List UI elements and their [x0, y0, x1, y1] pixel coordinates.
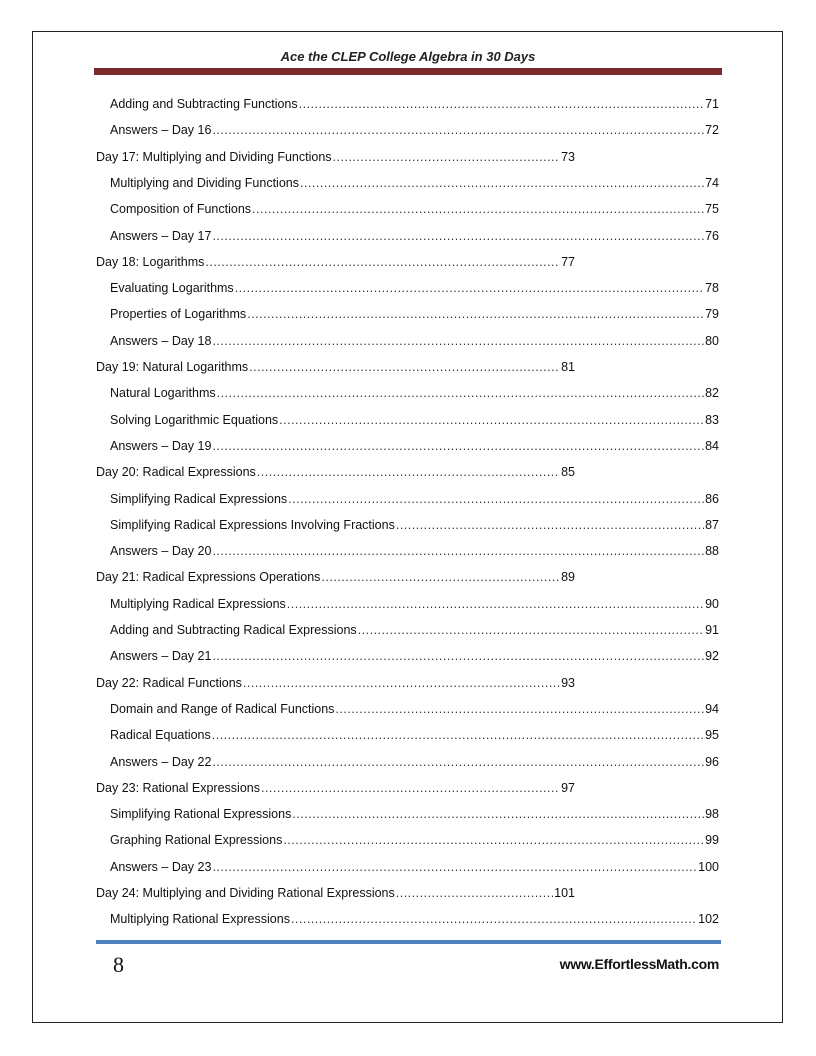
toc-leader-dots [247, 305, 704, 323]
toc-leader-dots [212, 332, 704, 350]
toc-entry-page: 73 [561, 150, 575, 164]
toc-entry-label: Evaluating Logarithms [110, 281, 234, 295]
toc-entry-page: 79 [705, 307, 719, 321]
toc-entry-page: 102 [698, 912, 719, 926]
toc-entry-label: Day 17: Multiplying and Dividing Functions [96, 150, 332, 164]
toc-section-entry[interactable] [110, 910, 719, 928]
toc-entry-page: 87 [705, 518, 719, 532]
toc-leader-dots [396, 516, 704, 534]
toc-entry-label: Answers – Day 18 [110, 334, 212, 348]
toc-entry-label: Adding and Subtracting Functions [110, 97, 298, 111]
footer-rule [96, 940, 721, 944]
toc-entry-label: Domain and Range of Radical Functions [110, 702, 335, 716]
toc-leader-dots [292, 805, 704, 823]
toc-leader-dots [287, 595, 704, 613]
toc-section-entry[interactable] [110, 279, 719, 297]
toc-entry-page: 96 [705, 755, 719, 769]
toc-entry-page: 89 [561, 570, 575, 584]
toc-entry-page: 90 [705, 597, 719, 611]
toc-section-entry[interactable] [110, 121, 719, 139]
toc-leader-dots [235, 279, 704, 297]
toc-entry-label: Natural Logarithms [110, 386, 216, 400]
toc-entry-label: Day 20: Radical Expressions [96, 465, 256, 479]
toc-entry-page: 100 [698, 860, 719, 874]
toc-entry-page: 95 [705, 728, 719, 742]
toc-section-entry[interactable] [110, 174, 719, 192]
toc-entry-label: Day 18: Logarithms [96, 255, 205, 269]
website-url: www.EffortlessMath.com [559, 956, 719, 972]
toc-leader-dots [358, 621, 704, 639]
toc-entry-label: Answers – Day 16 [110, 123, 212, 137]
toc-entry-page: 76 [705, 229, 719, 243]
toc-entry-label: Radical Equations [110, 728, 211, 742]
page-number: 8 [113, 952, 124, 977]
toc-leader-dots [212, 437, 704, 455]
toc-section-entry[interactable] [110, 305, 719, 323]
toc-entry-page: 101 [554, 886, 575, 900]
toc-entry-page: 93 [561, 676, 575, 690]
toc-leader-dots [333, 148, 561, 166]
toc-entry-page: 94 [705, 702, 719, 716]
toc-entry-page: 97 [561, 781, 575, 795]
toc-entry-page: 99 [705, 833, 719, 847]
toc-section-entry[interactable] [110, 647, 719, 665]
toc-entry-label: Day 23: Rational Expressions [96, 781, 260, 795]
toc-section-entry[interactable] [110, 621, 719, 639]
toc-leader-dots [212, 858, 697, 876]
toc-entry-label: Answers – Day 20 [110, 544, 212, 558]
toc-section-entry[interactable] [110, 437, 719, 455]
toc-section-entry[interactable] [110, 805, 719, 823]
toc-section-entry[interactable] [110, 858, 719, 876]
toc-entry-page: 80 [705, 334, 719, 348]
toc-chapter-entry[interactable] [96, 884, 575, 902]
toc-entry-label: Adding and Subtracting Radical Expressions [110, 623, 357, 637]
toc-section-entry[interactable] [110, 542, 719, 560]
toc-section-entry[interactable] [110, 227, 719, 245]
toc-chapter-entry[interactable] [96, 253, 575, 271]
toc-entry-page: 77 [561, 255, 575, 269]
toc-chapter-entry[interactable] [96, 779, 575, 797]
toc-entry-label: Answers – Day 22 [110, 755, 212, 769]
toc-entry-page: 81 [561, 360, 575, 374]
toc-entry-page: 71 [705, 97, 719, 111]
toc-leader-dots [299, 95, 704, 113]
toc-section-entry[interactable] [110, 332, 719, 350]
toc-leader-dots [261, 779, 560, 797]
toc-leader-dots [257, 463, 560, 481]
toc-chapter-entry[interactable] [96, 568, 575, 586]
toc-entry-label: Answers – Day 19 [110, 439, 212, 453]
toc-entry-page: 84 [705, 439, 719, 453]
toc-leader-dots [396, 884, 553, 902]
toc-entry-page: 98 [705, 807, 719, 821]
toc-chapter-entry[interactable] [96, 358, 575, 376]
toc-leader-dots [212, 753, 704, 771]
toc-entry-label: Answers – Day 23 [110, 860, 212, 874]
toc-leader-dots [335, 700, 704, 718]
toc-leader-dots [249, 358, 560, 376]
toc-entry-label: Multiplying and Dividing Functions [110, 176, 299, 190]
toc-entry-page: 75 [705, 202, 719, 216]
toc-section-entry[interactable] [110, 831, 719, 849]
toc-entry-label: Day 19: Natural Logarithms [96, 360, 249, 374]
toc-section-entry[interactable] [110, 753, 719, 771]
toc-leader-dots [300, 174, 704, 192]
toc-entry-label: Day 22: Radical Functions [96, 676, 242, 690]
toc-entry-label: Graphing Rational Expressions [110, 833, 283, 847]
toc-section-entry[interactable] [110, 384, 719, 402]
toc-leader-dots [283, 831, 704, 849]
toc-entry-page: 91 [705, 623, 719, 637]
toc-leader-dots [288, 490, 704, 508]
toc-section-entry[interactable] [110, 516, 719, 534]
toc-entry-label: Simplifying Radical Expressions Involving Fractions [110, 518, 395, 532]
toc-leader-dots [243, 674, 560, 692]
toc-leader-dots [279, 411, 704, 429]
toc-entry-label: Properties of Logarithms [110, 307, 247, 321]
toc-entry-label: Multiplying Rational Expressions [110, 912, 290, 926]
toc-section-entry[interactable] [110, 95, 719, 113]
toc-section-entry[interactable] [110, 595, 719, 613]
toc-entry-label: Simplifying Rational Expressions [110, 807, 292, 821]
toc-leader-dots [212, 542, 704, 560]
toc-entry-page: 82 [705, 386, 719, 400]
toc-entry-label: Simplifying Radical Expressions [110, 492, 288, 506]
toc-leader-dots [205, 253, 560, 271]
toc-leader-dots [212, 726, 704, 744]
toc-section-entry[interactable] [110, 726, 719, 744]
toc-entry-page: 86 [705, 492, 719, 506]
toc-section-entry[interactable] [110, 411, 719, 429]
toc-entry-page: 83 [705, 413, 719, 427]
toc-entry-label: Answers – Day 21 [110, 649, 212, 663]
toc-entry-label: Solving Logarithmic Equations [110, 413, 279, 427]
toc-entry-label: Composition of Functions [110, 202, 252, 216]
toc-leader-dots [212, 647, 704, 665]
toc-leader-dots [321, 568, 560, 586]
toc-entry-label: Day 21: Radical Expressions Operations [96, 570, 321, 584]
toc-entry-page: 92 [705, 649, 719, 663]
toc-leader-dots [291, 910, 697, 928]
toc-entry-label: Multiplying Radical Expressions [110, 597, 286, 611]
toc-leader-dots [212, 121, 704, 139]
toc-entry-page: 85 [561, 465, 575, 479]
toc-entry-page: 88 [705, 544, 719, 558]
toc-chapter-entry[interactable] [96, 674, 575, 692]
toc-section-entry[interactable] [110, 700, 719, 718]
toc-leader-dots [212, 227, 704, 245]
toc-entry-page: 74 [705, 176, 719, 190]
toc-section-entry[interactable] [110, 200, 719, 218]
toc-chapter-entry[interactable] [96, 463, 575, 481]
toc-chapter-entry[interactable] [96, 148, 575, 166]
running-header-title: Ace the CLEP College Algebra in 30 Days [280, 49, 536, 64]
header-rule [94, 68, 722, 75]
toc-entry-page: 78 [705, 281, 719, 295]
toc-leader-dots [252, 200, 704, 218]
toc-section-entry[interactable] [110, 490, 719, 508]
toc-entry-label: Answers – Day 17 [110, 229, 212, 243]
toc-entry-page: 72 [705, 123, 719, 137]
toc-leader-dots [217, 384, 704, 402]
toc-entry-label: Day 24: Multiplying and Dividing Rational Expressions [96, 886, 395, 900]
